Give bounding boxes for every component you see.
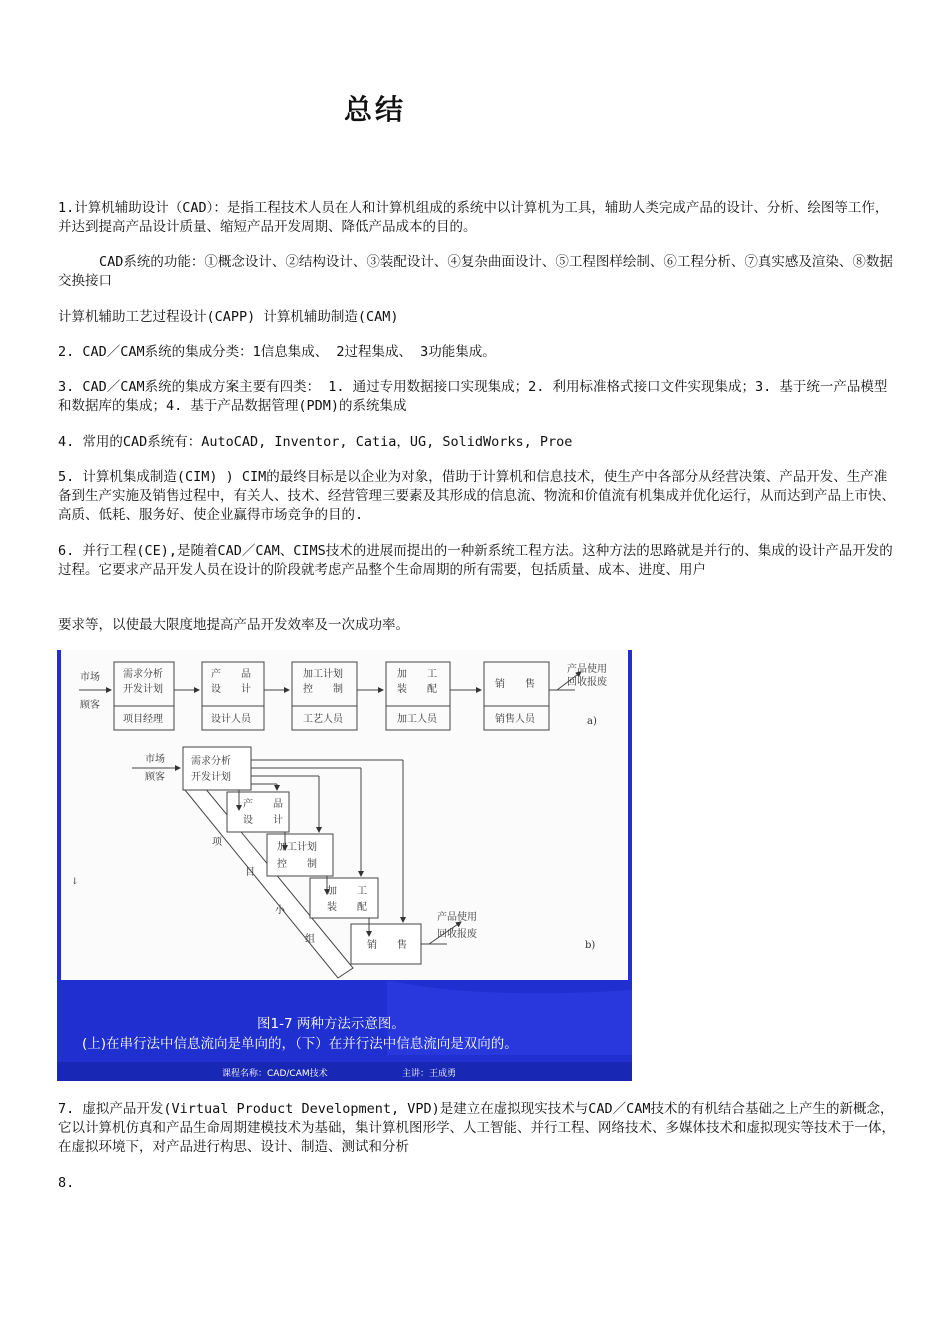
a-box5-bottom: 销售人员 <box>495 714 535 725</box>
a-label: a) <box>587 716 597 727</box>
a-box4-top1: 加 工 <box>397 669 437 680</box>
figure-footer-lecturer: 主讲：王成勇 <box>402 1069 457 1079</box>
paragraph-cad-definition: 1.计算机辅助设计（CAD）：是指工程技术人员在人和计算机组成的系统中以计算机为工具，辅助人类完成产品的设计、分析、绘图等工作，并达到提高产品设计质量、缩短产品开发周期、降低产品成本的目的。 <box>58 200 889 235</box>
b-box1-l2: 开发计划 <box>191 772 231 783</box>
paragraph-ce-cont: 要求等，以使最大限度地提高产品开发效率及一次成功率。 <box>58 617 409 633</box>
b-market-label: 市场 <box>145 754 165 765</box>
a-box2-top2: 设 计 <box>211 684 251 695</box>
b-diag-4: 组 <box>305 934 315 945</box>
paragraph-ce: 6. 并行工程(CE),是随着CAD／CAM、CIMS技术的进展而提出的一种新系统工程方法。这种方法的思路就是并行的、集成的设计产品开发的过程。它要求产品开发人员在设计的阶段就考虑产品整个生命周期的所有需要，包括质量、成本、进度、用户 <box>58 543 893 578</box>
a-box4-bottom: 加工人员 <box>397 714 437 725</box>
figure-panel <box>61 650 628 980</box>
a-box1-top2: 开发计划 <box>123 684 163 695</box>
a-box1-bottom: 项目经理 <box>123 714 163 725</box>
a-box3-top2: 控 制 <box>303 684 343 695</box>
b-box2-l2: 设 计 <box>243 815 283 826</box>
a-box2-bottom: 设计人员 <box>211 714 251 725</box>
b-box4-l2: 装 配 <box>327 902 367 913</box>
figure-serial-vs-concurrent <box>57 650 632 1081</box>
paragraph-integration-types: 2. CAD／CAM系统的集成分类：1信息集成、 2过程集成、 3功能集成。 <box>58 344 496 360</box>
paragraph-capp-cam: 计算机辅助工艺过程设计(CAPP) 计算机辅助制造(CAM) <box>58 309 399 325</box>
a-market-label: 市场 <box>80 672 100 683</box>
paragraph-cad-functions: CAD系统的功能：①概念设计、②结构设计、③装配设计、④复杂曲面设计、⑤工程图样绘制、⑥工程分析、⑦真实感及渲染、⑧数据交换接口 <box>58 254 893 289</box>
a-box4-top2: 装 配 <box>397 684 437 695</box>
page-title: 总结 <box>343 93 406 126</box>
a-box5-top1: 销 售 <box>495 679 535 690</box>
b-diag-1: 项 <box>212 837 222 848</box>
a-customer-label: 顾客 <box>80 700 100 711</box>
b-end1: 产品使用 <box>437 912 477 923</box>
a-box2-top1: 产 品 <box>211 669 251 680</box>
a-end1: 产品使用 <box>567 664 607 675</box>
paragraph-cim: 5. 计算机集成制造(CIM) ) CIM的最终目标是以企业为对象，借助于计算机和信息技术，使生产中各部分从经营决策、产品开发、生产准备到生产实施及销售过程中，有关人、技术、经营管理三要素及其形成的信息流、物流和价值流有机集成并优化运行，从而达到产品上市快、高质、低耗、服务好、使企业赢得市场竞争的目的. <box>58 469 895 523</box>
b-box4-l1: 加 工 <box>327 886 367 897</box>
b-box3-l2: 控 制 <box>277 859 317 870</box>
paragraph-cad-systems: 4. 常用的CAD系统有：AutoCAD, Inventor, Catia，UG, SolidWorks, Proe <box>58 434 573 450</box>
b-diag-2: 目 <box>245 867 255 878</box>
a-box3-top1: 加工计划 <box>303 669 343 680</box>
paragraph-vpd: 7. 虚拟产品开发(Virtual Product Development, VPD)是建立在虚拟现实技术与CAD／CAM技术的有机结合基础之上产生的新概念，它以计算机仿真和产品生命周期建模技术为基础，集计算机图形学、人工智能、并行工程、网络技术、多媒体技术和虚拟现实等技术于一体，在虚拟环境下，对产品进行构思、设计、制造、测试和分析 <box>58 1101 895 1155</box>
figure-caption-title: 图1-7 两种方法示意图。 <box>257 1016 405 1032</box>
b-end2: 回收报废 <box>437 929 477 940</box>
a-box1-top1: 需求分析 <box>123 669 163 680</box>
b-box3-l1: 加工计划 <box>277 842 317 853</box>
paragraph-8: 8. <box>58 1175 75 1191</box>
b-box2-l1: 产 品 <box>243 799 283 810</box>
b-customer-label: 顾客 <box>145 772 165 783</box>
b-diag-3: 小 <box>275 905 285 916</box>
a-end2: 回收报废 <box>567 677 607 688</box>
paragraph-integration-schemes: 3. CAD／CAM系统的集成方案主要有四类： 1. 通过专用数据接口实现集成；2. 利用标准格式接口文件实现集成；3. 基于统一产品模型和数据库的集成；4. 基于产品数据管理(PDM)的系统集成 <box>58 379 888 414</box>
figure-caption-desc: (上)在串行法中信息流向是单向的，（下）在并行法中信息流向是双向的。 <box>82 1036 518 1052</box>
b-mark: ↓ <box>71 877 79 887</box>
b-box1-l1: 需求分析 <box>191 756 231 767</box>
a-box3-bottom: 工艺人员 <box>303 714 343 725</box>
b-box5-l1: 销 售 <box>367 940 407 951</box>
figure-footer-course: 课程名称：CAD/CAM技术 <box>222 1069 328 1079</box>
b-label: b) <box>585 940 596 951</box>
